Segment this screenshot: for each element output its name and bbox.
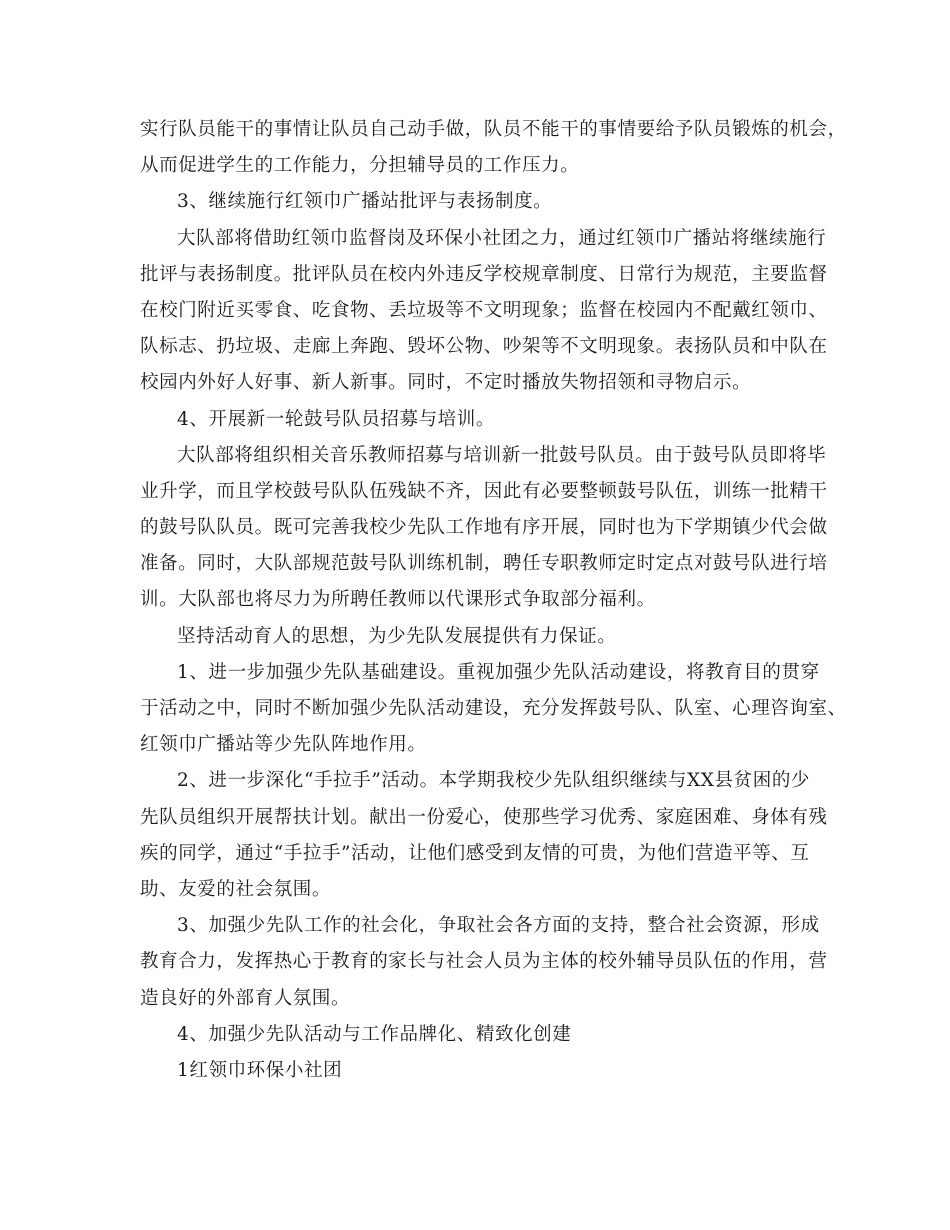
text-line: 实行队员能干的事情让队员自己动手做，队员不能干的事情要给予队员锻炼的机会， — [140, 119, 847, 140]
section-heading-3: 3、继续施行红领巾广播站批评与表扬制度。 — [177, 191, 553, 213]
text-line: 助、友爱的社会氛围。 — [140, 878, 332, 900]
list-item-4: 4、加强少先队活动与工作品牌化、精致化创建 — [177, 1023, 572, 1045]
text-line: 业升学，而且学校鼓号队队伍残缺不齐，因此有必要整顿鼓号队伍，训练一批精干 — [140, 480, 828, 502]
text-line: 疾的同学，通过“手拉手”活动，让他们感受到友情的可贵，为他们营造平等、互 — [140, 842, 810, 864]
text-line: 大队部将组织相关音乐教师招募与培训新一批鼓号队员。由于鼓号队员即将毕 — [177, 444, 827, 466]
text-line: 在校门附近买零食、吃食物、丢垃圾等不文明现象；监督在校园内不配戴红领巾、 — [140, 299, 828, 321]
text-line: 教育合力，发挥热心于教育的家长与社会人员为主体的校外辅导员队伍的作用，营 — [140, 951, 828, 973]
text-line: 造良好的外部育人氛围。 — [140, 987, 351, 1009]
text-line: 校园内外好人好事、新人新事。同时，不定时播放失物招领和寻物启示。 — [140, 372, 752, 394]
text-line: 红领巾广播站等少先队阵地作用。 — [140, 734, 427, 756]
text-line: 准备。同时，大队部规范鼓号队训练机制，聘任专职教师定时定点对鼓号队进行培 — [140, 553, 828, 575]
text-line: 训。大队部也将尽力为所聘任教师以代课形式争取部分福利。 — [140, 589, 656, 611]
text-line: 于活动之中，同时不断加强少先队活动建设，充分发挥鼓号队、队室、心理咨询室、 — [140, 698, 847, 719]
list-item-1: 1、进一步加强少先队基础建设。重视加强少先队活动建设，将教育目的贯穿 — [177, 661, 820, 683]
section-heading: 坚持活动育人的思想，为少先队发展提供有力保证。 — [177, 625, 617, 647]
text-line: 批评与表扬制度。批评队员在校内外违反学校规章制度、日常行为规范，主要监督 — [140, 263, 828, 285]
text-line: 的鼓号队队员。既可完善我校少先队工作地有序开展，同时也为下学期镇少代会做 — [140, 517, 828, 539]
sub-item-1: 1红领巾环保小社团 — [177, 1059, 343, 1081]
document-body — [140, 112, 847, 1089]
text-line: 大队部将借助红领巾监督岗及环保小社团之力，通过红领巾广播站将继续施行 — [177, 227, 827, 249]
section-heading-4: 4、开展新一轮鼓号队员招募与培训。 — [177, 408, 495, 430]
text-line: 先队员组织开展帮扶计划。献出一份爱心，使那些学习优秀、家庭困难、身体有残 — [140, 806, 828, 828]
list-item-2: 2、进一步深化“手拉手”活动。本学期我校少先队组织继续与XX县贫困的少 — [177, 770, 811, 792]
text-line: 队标志、扔垃圾、走廊上奔跑、毁坏公物、吵架等不文明现象。表扬队员和中队在 — [140, 336, 828, 358]
list-item-3: 3、加强少先队工作的社会化，争取社会各方面的支持，整合社会资源，形成 — [177, 915, 820, 937]
text-line: 从而促进学生的工作能力，分担辅导员的工作压力。 — [140, 155, 580, 177]
